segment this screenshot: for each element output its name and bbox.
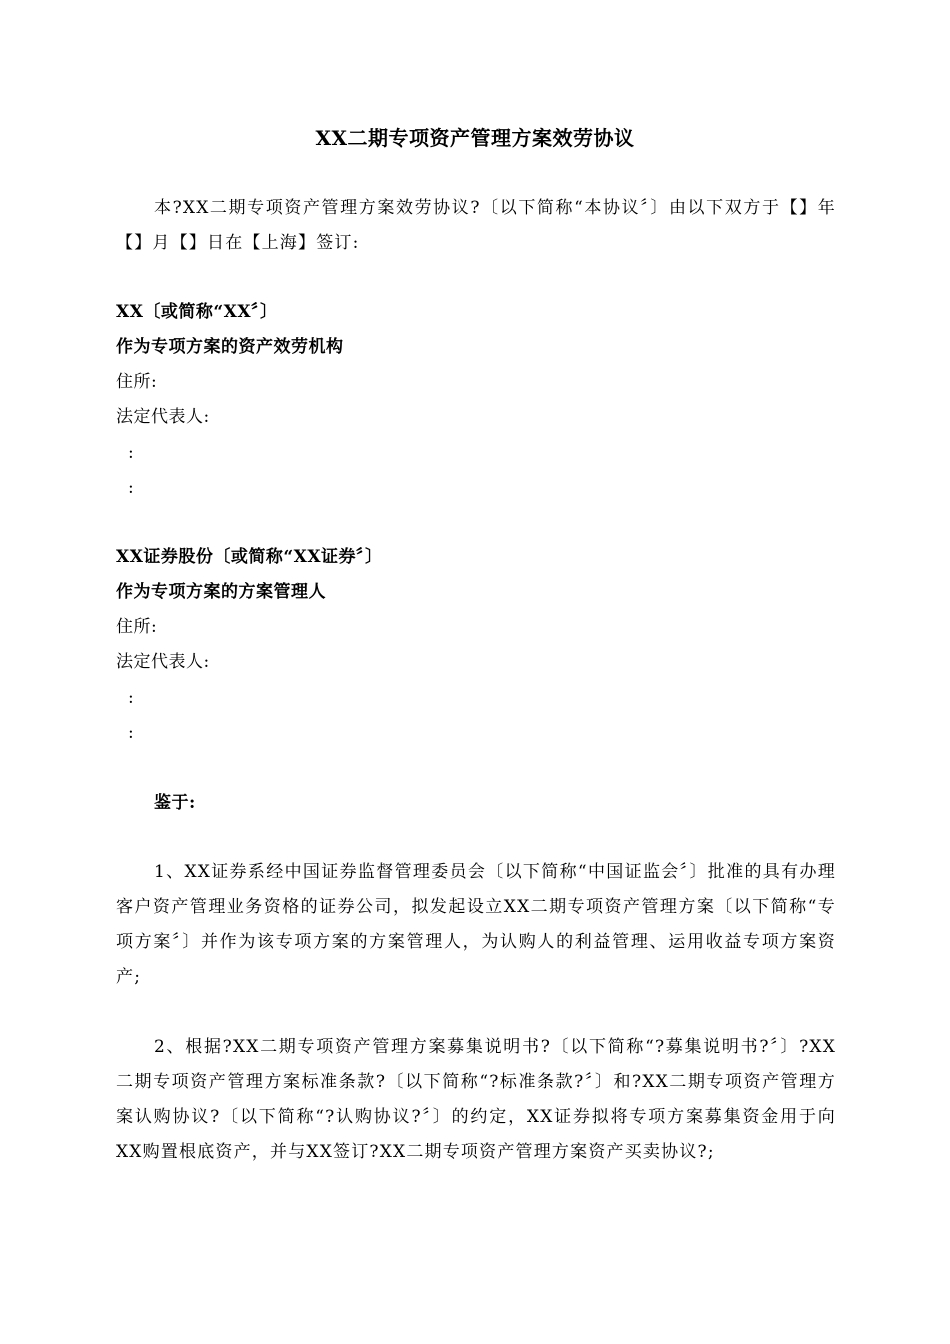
document-title: XX二期专项资产管理方案效劳协议 (315, 126, 635, 150)
party-b-address-label: 住所: (116, 617, 158, 637)
recital-1: 1、XX证券系经中国证券监督管理委员会〔以下简称“中国证监会〞〕批准的具有办理客户资产管理业务资格的证券公司，拟发起设立XX二期专项资产管理方案〔以下简称“专项方案〞〕并作为该专项方案的方案管理人，为认购人的利益管理、运用收益专项方案资产; (116, 862, 836, 987)
whereas-heading: 鉴于: (154, 793, 196, 813)
recital-2: 2、根据?XX二期专项资产管理方案募集说明书?〔以下简称“?募集说明书?〞〕?XX二期专项资产管理方案标准条款?〔以下简称“?标准条款?〞〕和?XX二期专项资产管理方案认购协议?〔以下简称“?认购协议?〞〕的约定，XX证券拟将专项方案募集资金用于向XX购置根底资产，并与XX签订?XX二期专项资产管理方案资产买卖协议?; (116, 1037, 836, 1162)
party-a-field-2: : (128, 478, 135, 498)
party-b-field-1: : (128, 688, 135, 708)
party-b-field-2: : (128, 723, 135, 743)
party-b-name: XX证券股份〔或简称“XX证券〞〕 (116, 547, 383, 567)
party-a-role: 作为专项方案的资产效劳机构 (116, 337, 344, 357)
party-b-role: 作为专项方案的方案管理人 (116, 582, 326, 602)
party-a-rep-label: 法定代表人: (116, 407, 210, 427)
party-a-name: XX〔或简称“XX〞〕 (116, 302, 278, 322)
intro-paragraph: 本?XX二期专项资产管理方案效劳协议?〔以下简称“本协议〞〕由以下双方于【】年【】月【】日在【上海】签订: (116, 198, 836, 253)
party-b-rep-label: 法定代表人: (116, 652, 210, 672)
party-a-address-label: 住所: (116, 372, 158, 392)
party-a-field-1: : (128, 443, 135, 463)
